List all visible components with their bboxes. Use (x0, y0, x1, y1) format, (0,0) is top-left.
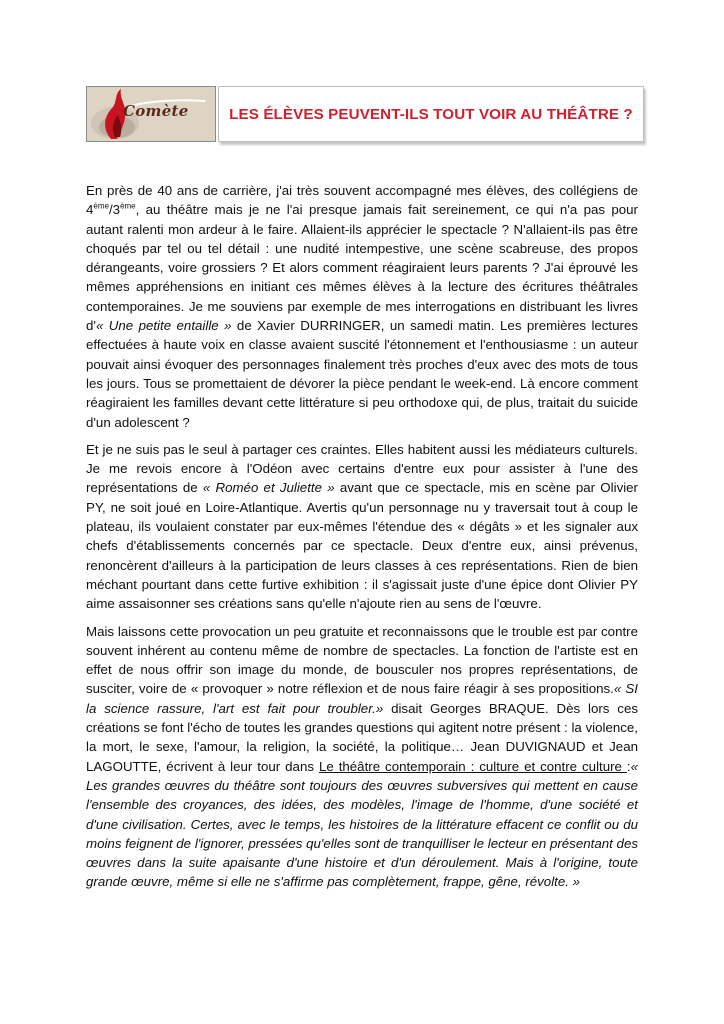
title-box (218, 86, 644, 142)
p1-text-b: /3 (108, 202, 121, 218)
p2-play-title: « Roméo et Juliette » (202, 480, 335, 496)
logo-text: Comète (123, 102, 189, 120)
p3-braque-quote: « SI la science rassure, l'art est fait pour troubler.» (86, 681, 638, 716)
p1-text-a: En près de 40 ans de carrière, j'ai très souvent accompagné mes élèves, des collégiens de 4 (86, 183, 638, 218)
p3-book-title: Le théâtre contemporain : culture et contre culture (318, 758, 627, 774)
p1-book-title: « Une petite entaille » (95, 318, 232, 334)
p1-text-d: de Xavier DURRINGER, un samedi matin. Les premières lectures effectuées à haute voix en classe avaient suscité l'étonnement et l'enthousiasme : un auteur pouvait ainsi évoquer des personnages finalement très proches d'eux avec des mots de tous les jours. Tous se promettaient de dévorer la pièce pendant le week-end. Là encore comment réagiraient les familles devant cette littérature si peu orthodoxe qui, de plus, traitait du suicide d'un adolescent ? (86, 318, 638, 430)
p3-text-a: Mais laissons cette provocation un peu gratuite et reconnaissons que le trouble est par contre souvent inhérent au contenu même de nombre de spectacles. La fonction de l'artiste est en effet de nous offrir son image du monde, de bousculer nos propres représentations, de susciter, voire de « provoquer » notre réflexion et de nous faire réagir à ses propositions. (86, 623, 638, 697)
p3-duvignaud-quote: « Les grandes œuvres du théâtre sont toujours des œuvres subversives qui mettent en cause l'ensemble des croyances, des idées, des modèles, l'image de l'homme, d'une société et d'une civilisation. Certes, avec le temps, les histoires de la littérature effacent ce conflit ou du moins feignent de l'ignorer, pressées qu'elles sont de tranquilliser le lecteur en présentant des œuvres dans la suite apaisante d'une histoire et d'un déroulement. Mais à l'origine, toute grande œuvre, même si elle ne s'affirme pas complètement, frappe, gêne, révolte. » (86, 758, 638, 890)
paragraph-3 (86, 622, 638, 892)
article-body (86, 181, 638, 900)
comete-logo (86, 86, 216, 142)
p2-text-a: Et je ne suis pas le seul à partager ces craintes. Elles habitent aussi les médiateurs culturels. Je me revois encore à l'Odéon avec certains d'entre eux pour assister à l'une des représentations de (86, 441, 638, 496)
p1-text-c: , au théâtre mais je ne l'ai presque jamais fait sereinement, ce qui n'a pas pour autant ralenti mon ardeur à le faire. Allaient-ils apprécier le spectacle ? N'allaient-ils pas être choqués par tel ou tel détail : une nudité intempestive, une scène scabreuse, des propos dérangeants, voire grossiers ? Et alors comment réagiraient leurs parents ? J'ai éprouvé les mêmes appréhensions en initiant ces mêmes élèves à la lecture des écritures théâtrales contemporaines. Je me souviens par exemple de mes interrogations en distribuant les livres d' (86, 202, 638, 334)
p3-text-b: disait Georges BRAQUE. Dès lors ces créations se font l'écho de toutes les grandes questions qui agitent notre présent : la violence, la mort, le sexe, l'amour, la religion, la société, la politique… Jean DUVIGNAUD et Jean LAGOUTTE, écrivent à leur tour dans (86, 700, 638, 774)
paragraph-2 (86, 440, 638, 614)
p1-sup-2: ème (120, 201, 136, 211)
p2-text-b: avant que ce spectacle, mis en scène par Olivier PY, ne soit joué en Loire-Atlantique. Avertis qu'un personnage nu y traversait tout à coup le plateau, ils voulaient constater par eux-mêmes l'étendue des « dégâts » et les signaler aux chefs d'établissements concernés par ce spectacle. Deux d'entre eux, ainsi prévenus, renoncèrent d'ailleurs à la participation de leurs classes à ces représentations. Rien de bien méchant pourtant dans cette furtive exhibition : il s'agissait juste d'une épice dont Olivier PY aime assaisonner ses créations sans qu'elle n'ajoute rien au sens de l'œuvre. (86, 480, 638, 612)
paragraph-1 (86, 181, 638, 432)
p3-text-c: : (626, 758, 631, 774)
page-header (86, 86, 644, 142)
p1-sup-1: ème (93, 201, 109, 211)
page-title: LES ÉLÈVES PEUVENT-ILS TOUT VOIR AU THÉÂTRE ? (229, 105, 633, 123)
